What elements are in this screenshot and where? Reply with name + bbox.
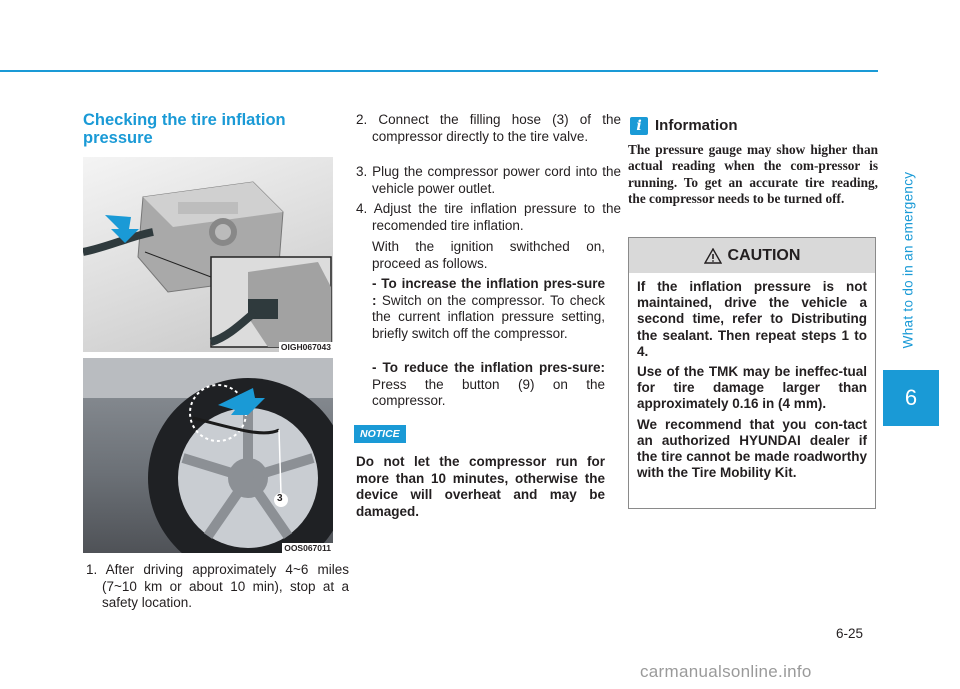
notice-badge: NOTICE [354, 425, 406, 443]
header-rule [0, 70, 878, 72]
increase-instruction [356, 276, 605, 342]
callout-number: 3 [277, 493, 283, 504]
increase-text: Switch on the compressor. To check the current inflation pressure setting, briefly switch off the compressor. [372, 292, 605, 341]
step-3: 3. Plug the compressor power cord into the vehicle power outlet. [356, 164, 621, 196]
caution-header [629, 238, 875, 273]
section-title: Checking the tire inflation pressure [83, 111, 286, 147]
information-text: The pressure gauge may show higher than actual reading when the com-pressor is running. To get an accurate tire reading, the compressor needs to be turned off. [628, 142, 878, 206]
information-heading: Information [655, 117, 738, 134]
reduce-label: - To reduce the inflation pres-sure: [372, 360, 605, 375]
caution-paragraph: Use of the TMK may be ineffec-tual for tire damage larger than approximately 0.16 in (4 mm). [637, 364, 867, 412]
caution-paragraph: If the inflation pressure is not maintained, drive the vehicle a second time, refer to Distributing the sealant. Then repeat steps 1 to 4. [637, 279, 867, 359]
chapter-side-label: What to do in an emergency [900, 171, 916, 349]
step-4-intro: With the ignition swithched on, proceed as follows. [372, 239, 605, 271]
figure-wheel [83, 358, 333, 553]
figure-code: OIGH067043 [280, 342, 331, 352]
chapter-number-tab[interactable]: 6 [883, 370, 939, 426]
reduce-instruction [356, 360, 605, 410]
caution-body [629, 273, 875, 481]
wheel-illustration [83, 358, 333, 553]
caution-box [628, 237, 876, 509]
notice-text: Do not let the compressor run for more than 10 minutes, otherwise the device will overheat and may be damaged. [356, 454, 605, 519]
caution-heading: CAUTION [727, 246, 801, 264]
reduce-text: Press the button (9) on the compressor. [372, 376, 605, 408]
page-number: 6-25 [836, 626, 864, 641]
figure-compressor [83, 157, 333, 352]
info-icon: i [630, 117, 648, 135]
caution-paragraph: We recommend that you con-tact an authorized HYUNDAI dealer if the tire cannot be made roadworthy with the Tire Mobility Kit. [637, 416, 867, 481]
figure-code: OOS067011 [284, 543, 331, 553]
watermark[interactable]: carmanualsonline.info [640, 662, 812, 681]
step-4: 4. Adjust the tire inflation pressure to the recomended tire inflation. [356, 201, 621, 233]
step-2: 2. Connect the filling hose (3) of the compressor directly to the tire valve. [356, 112, 621, 144]
increase-label: - To increase the inflation pres-sure : [372, 276, 605, 308]
warning-triangle-icon [704, 248, 722, 264]
compressor-illustration [83, 157, 333, 352]
step-1: 1. After driving approximately 4~6 miles (7~10 km or about 10 min), stop at a safety location. [86, 562, 349, 610]
